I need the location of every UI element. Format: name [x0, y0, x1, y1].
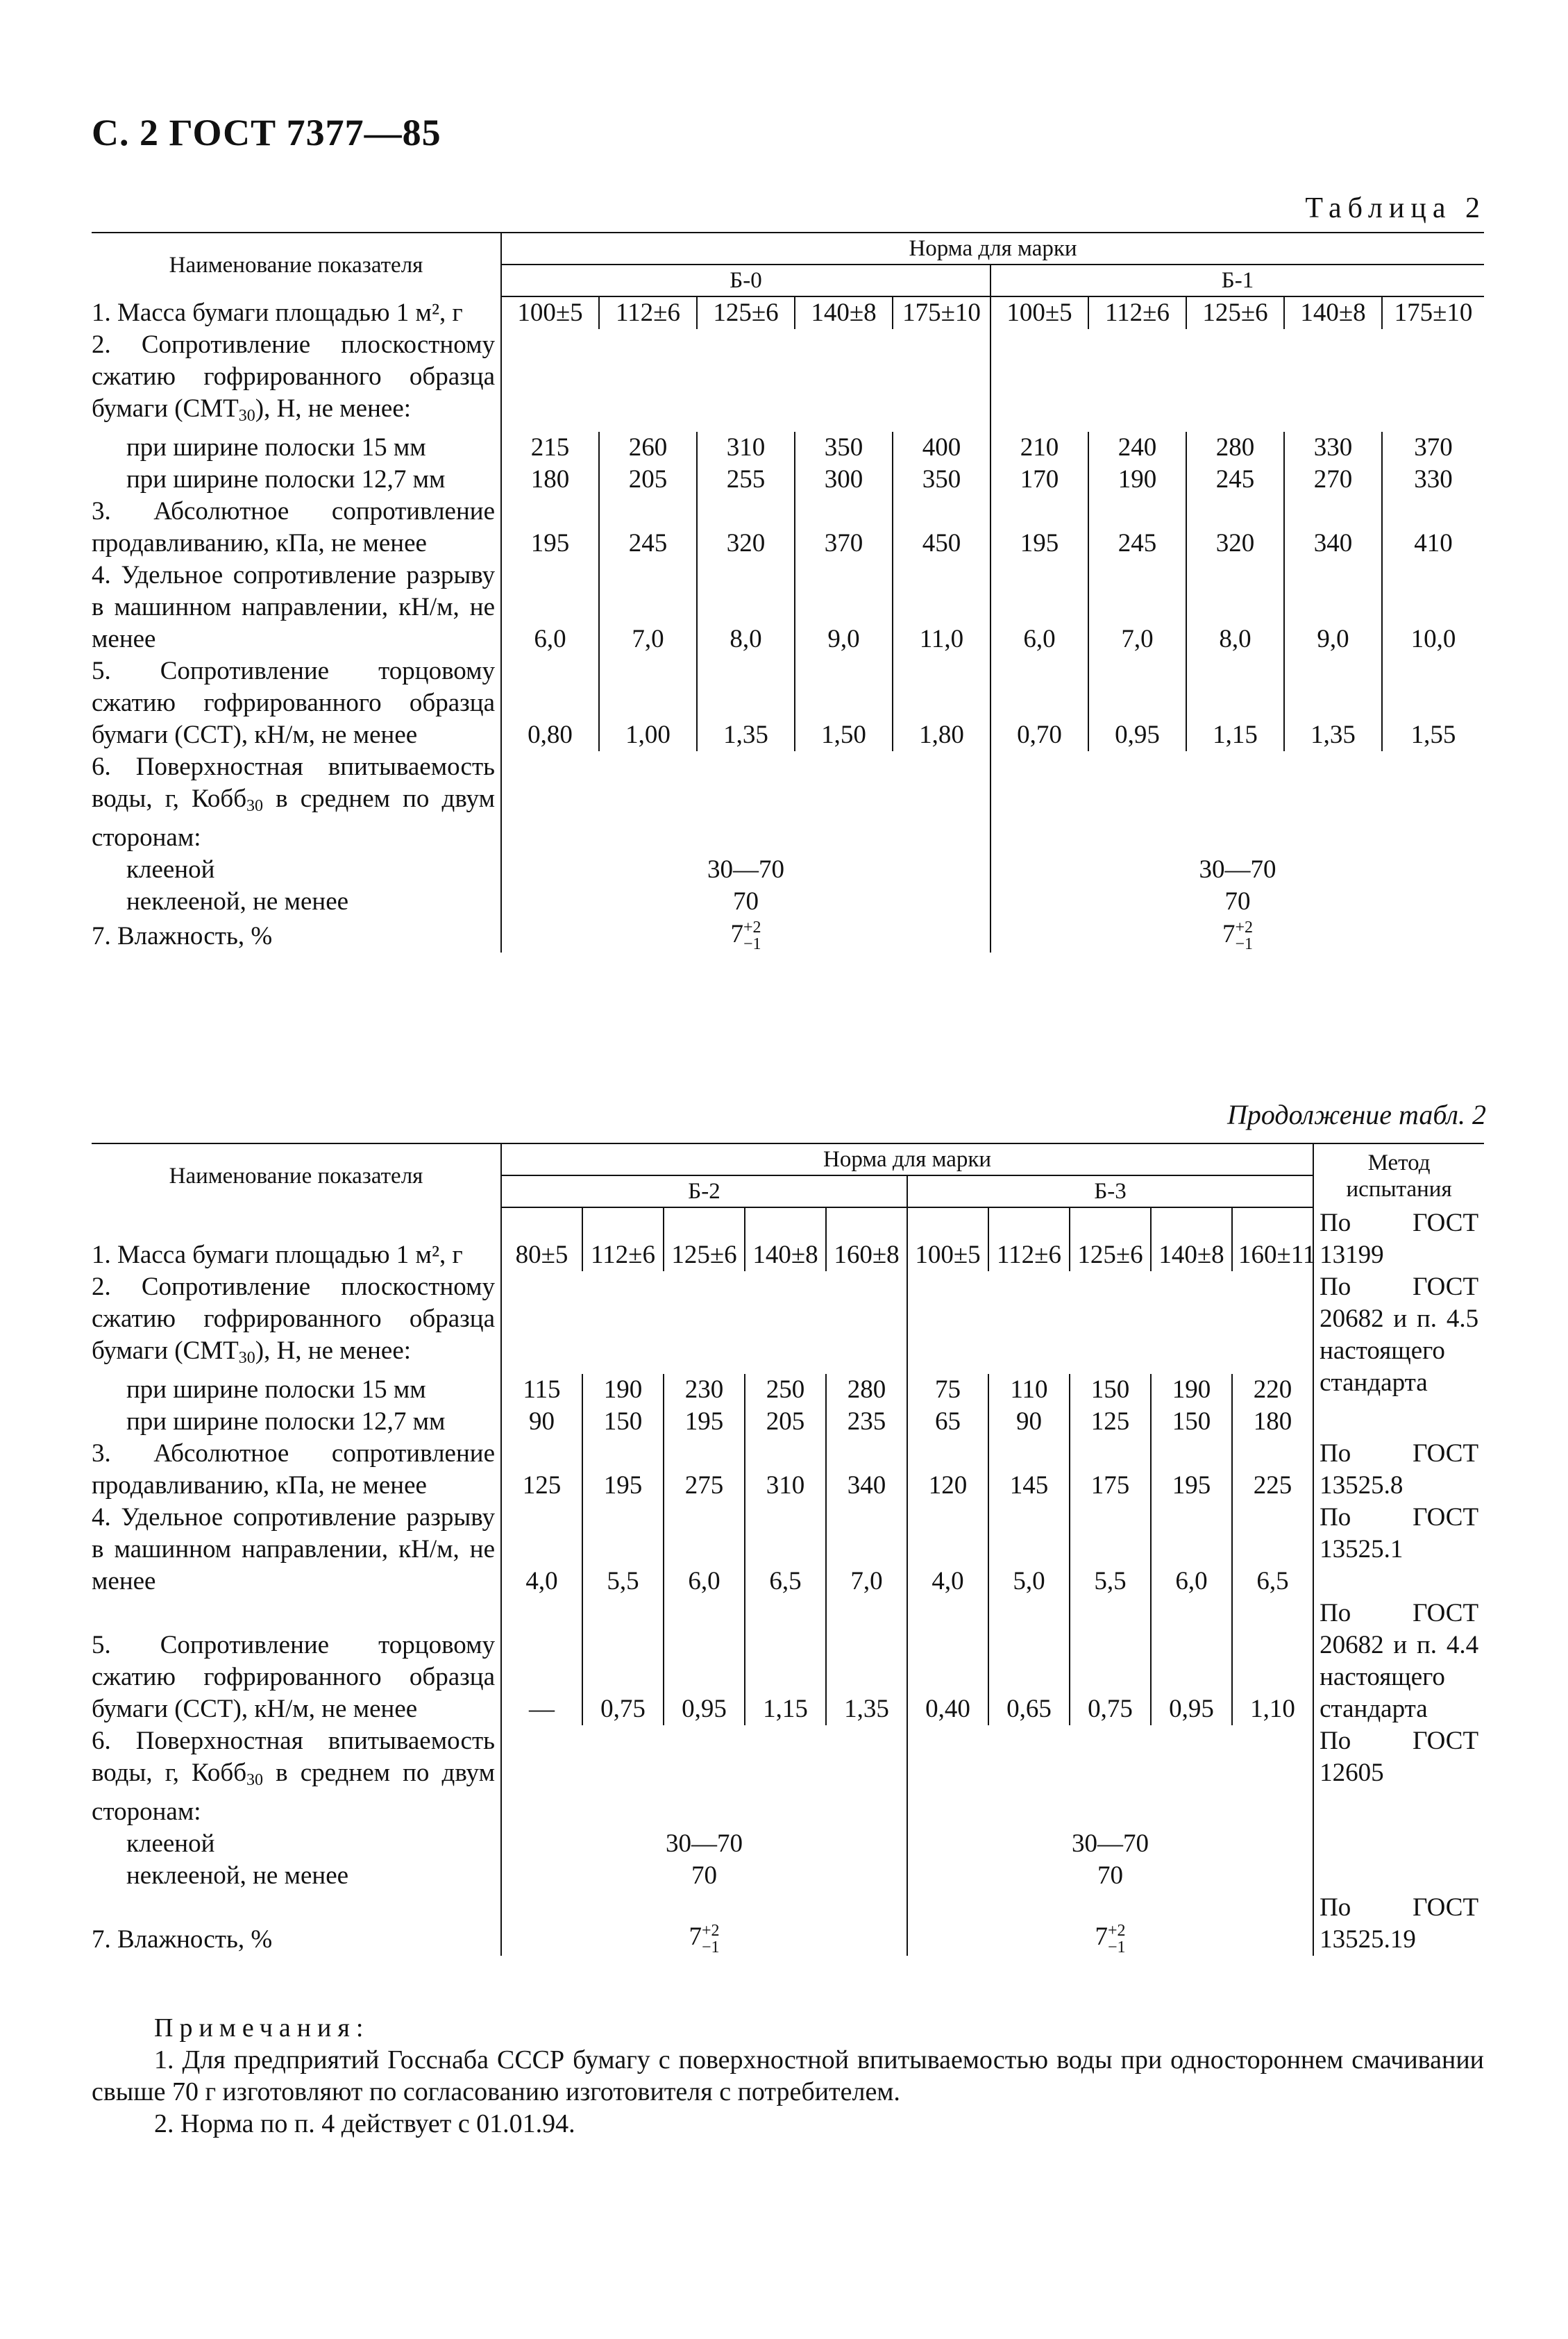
value-cell: 190: [582, 1374, 664, 1406]
row-name-part1: 6. Поверхностная впитываемость воды, г, Кобб: [92, 753, 495, 813]
value-cell: 0,65: [988, 1598, 1070, 1725]
table-row: [92, 918, 1484, 953]
value-cell: 300: [795, 464, 893, 496]
row-name-subscript: 30: [238, 1349, 255, 1367]
value-cell: 5,5: [1070, 1502, 1151, 1598]
value-cell: 210: [990, 432, 1088, 464]
value-cell: 0,80: [501, 655, 599, 751]
value-cell: 0,95: [664, 1598, 745, 1725]
humidity-base: 7: [1222, 919, 1236, 948]
value-cell: 250: [745, 1374, 826, 1406]
table-row: [92, 1406, 1484, 1438]
value-cell: 5,5: [582, 1502, 664, 1598]
empty-cell: [501, 329, 990, 432]
table-body: [92, 296, 1484, 953]
row-name-part2: ), Н, не менее:: [255, 1336, 412, 1365]
table-row: [92, 432, 1484, 464]
value-cell: 195: [664, 1406, 745, 1438]
humidity-expression: [1095, 1921, 1126, 1956]
row-name: 1. Масса бумаги площадью 1 м², г: [92, 1207, 501, 1271]
value-cell: 255: [697, 464, 795, 496]
row-name: 5. Сопротивление торцовому сжатию гофрированного образца бумаги (ССТ), кН/м, не менее: [92, 1598, 501, 1725]
value-cell: 280: [1186, 432, 1284, 464]
value-cell: 1,50: [795, 655, 893, 751]
humidity-value: [501, 918, 990, 953]
humidity-tolerance-minus: −1: [743, 935, 761, 954]
value-cell: 275: [664, 1438, 745, 1502]
value-cell: 125±6: [1186, 296, 1284, 329]
value-cell: 230: [664, 1374, 745, 1406]
notes: [92, 2012, 1484, 2140]
row-name-subscript: 30: [238, 407, 255, 425]
humidity-base: 7: [689, 1922, 702, 1952]
table-2: [92, 232, 1484, 953]
table-row: [92, 854, 1484, 886]
table-row: [92, 1271, 1484, 1374]
value-cell: 7,0: [1088, 560, 1186, 655]
empty-cell: [990, 751, 1484, 854]
row-name: [92, 751, 501, 854]
value-cell: 215: [501, 432, 599, 464]
notes-title: Примечания:: [154, 2013, 370, 2043]
humidity-tolerance: [743, 919, 761, 953]
value-cell: 320: [1186, 496, 1284, 560]
value-cell: 260: [599, 432, 697, 464]
value-cell: 0,95: [1088, 655, 1186, 751]
value-cell: 75: [907, 1374, 988, 1406]
value-cell: 100±5: [907, 1207, 988, 1271]
value-cell: 8,0: [697, 560, 795, 655]
humidity-expression: [730, 919, 761, 953]
row-name-subscript: 30: [246, 797, 264, 815]
row-name: клееной: [92, 1828, 501, 1860]
row-name: 3. Абсолютное сопротивление продавливанию, кПа, не менее: [92, 496, 501, 560]
header-grade-b0: Б-0: [501, 265, 990, 296]
value-cell: 5,0: [988, 1502, 1070, 1598]
value-cell: 0,95: [1151, 1598, 1232, 1725]
merged-value-b: 30—70: [1199, 855, 1276, 884]
value-cell: 400: [893, 432, 990, 464]
value-cell: 170: [990, 464, 1088, 496]
value-cell: 245: [599, 496, 697, 560]
table-row: [92, 1892, 1484, 1956]
value-cell: 112±6: [988, 1207, 1070, 1271]
value-cell: 175±10: [1394, 299, 1473, 327]
value-cell: 0,40: [907, 1598, 988, 1725]
row-name: 7. Влажность, %: [92, 1892, 501, 1956]
value-cell: 125±6: [1070, 1207, 1151, 1271]
value-cell: 140±8: [1284, 296, 1382, 329]
value-cell: 340: [826, 1438, 907, 1502]
row-name-part2: ), Н, не менее:: [255, 394, 412, 423]
table-row: [92, 1438, 1484, 1502]
table-row: [92, 886, 1484, 918]
table-row: [92, 655, 1484, 751]
value-cell: 150: [1151, 1406, 1232, 1438]
humidity-tolerance: [1235, 919, 1253, 953]
table-row: [92, 1374, 1484, 1406]
value-cell: 100±5: [990, 296, 1088, 329]
value-cell: 350: [795, 432, 893, 464]
value-cell: 450: [893, 496, 990, 560]
merged-value-b: 70: [1097, 1861, 1124, 1890]
value-cell: 4,0: [501, 1502, 582, 1598]
value-cell: 330: [1284, 432, 1382, 464]
value-cell: 112±6: [582, 1207, 664, 1271]
humidity-tolerance-plus: +2: [1235, 919, 1254, 937]
value-cell: 110: [988, 1374, 1070, 1406]
header-indicator-name: Наименование показателя: [92, 1143, 501, 1207]
value-cell: 4,0: [907, 1502, 988, 1598]
value-cell: 140±8: [795, 296, 893, 329]
value-cell: 7,0: [826, 1502, 907, 1598]
humidity-base: 7: [1095, 1922, 1108, 1952]
value-cell: 1,00: [599, 655, 697, 751]
table-row: [92, 560, 1484, 655]
table-row: [92, 751, 1484, 854]
value-cell: 175: [1070, 1438, 1151, 1502]
table-row: [92, 496, 1484, 560]
header-norm: Норма для марки: [501, 233, 1484, 265]
note-2: 2. Норма по п. 4 действует с 01.01.94.: [154, 2109, 575, 2138]
value-cell: 125: [1070, 1406, 1151, 1438]
note-1: 1. Для предприятий Госснаба СССР бумагу с поверхностной впитываемостью воды при одностороннем смачивании свыше 70 г изготовляют по согласованию изготовителя с потребителем.: [92, 2045, 1484, 2106]
merged-value-b: 30—70: [1072, 1829, 1149, 1858]
merged-value-b: 70: [1224, 887, 1251, 916]
value-cell: 112±6: [1088, 296, 1186, 329]
value-cell: 145: [988, 1438, 1070, 1502]
humidity-value: [907, 1892, 1313, 1956]
row-name: [92, 1725, 501, 1828]
humidity-tolerance-minus: −1: [1235, 935, 1254, 954]
row-name: 3. Абсолютное сопротивление продавливанию, кПа, не менее: [92, 1438, 501, 1502]
humidity-base: 7: [730, 919, 743, 948]
table-row: [92, 464, 1484, 496]
row-name-part1: 2. Сопротивление плоскостному сжатию гофрированного образца бумаги (СМТ: [92, 330, 495, 423]
value-cell: —: [501, 1598, 582, 1725]
empty-cell: [501, 1725, 907, 1828]
value-cell: 9,0: [1284, 560, 1382, 655]
value-cell: 175±10: [893, 296, 990, 329]
value-cell: 100±5: [501, 296, 599, 329]
value-cell: 1,55: [1410, 721, 1456, 749]
value-cell: 205: [745, 1406, 826, 1438]
value-cell: 125: [501, 1438, 582, 1502]
value-cell: 245: [1186, 464, 1284, 496]
table-row: [92, 1828, 1484, 1860]
header-grade-b3: Б-3: [907, 1175, 1313, 1207]
value-cell: 310: [745, 1438, 826, 1502]
value-cell: 320: [697, 496, 795, 560]
value-cell: 6,0: [501, 560, 599, 655]
value-cell: 1,80: [893, 655, 990, 751]
value-cell: 6,5: [1256, 1567, 1289, 1595]
value-cell: 6,0: [1151, 1502, 1232, 1598]
table-label: Таблица 2: [1305, 192, 1486, 224]
row-name: 5. Сопротивление торцовому сжатию гофрированного образца бумаги (ССТ), кН/м, не менее: [92, 655, 501, 751]
method-cell: По ГОСТ 13525.19: [1313, 1892, 1484, 1956]
value-cell: 160±11: [1238, 1241, 1316, 1269]
value-cell: 112±6: [599, 296, 697, 329]
value-cell: 0,75: [1070, 1598, 1151, 1725]
table-row: [92, 1860, 1484, 1892]
value-cell: 310: [697, 432, 795, 464]
merged-value-a: 30—70: [501, 1828, 907, 1860]
value-cell: 340: [1284, 496, 1382, 560]
empty-cell: [501, 1271, 907, 1374]
row-name-part1: 6. Поверхностная впитываемость воды, г, Кобб: [92, 1727, 495, 1787]
value-cell: 10,0: [1410, 625, 1456, 653]
method-cell: По ГОСТ 12605: [1313, 1725, 1484, 1892]
value-cell: 6,5: [745, 1502, 826, 1598]
value-cell: 370: [795, 496, 893, 560]
value-cell: 245: [1088, 496, 1186, 560]
humidity-tolerance-plus: +2: [701, 1922, 720, 1940]
row-name: [92, 1271, 501, 1374]
value-cell: 7,0: [599, 560, 697, 655]
value-cell: 205: [599, 464, 697, 496]
humidity-tolerance-minus: −1: [701, 1938, 720, 1956]
humidity-tolerance: [1108, 1922, 1126, 1956]
humidity-tolerance-minus: −1: [1108, 1938, 1126, 1956]
method-cell: По ГОСТ 13525.8: [1313, 1438, 1484, 1502]
value-cell: 180: [1253, 1407, 1292, 1436]
value-cell: 180: [501, 464, 599, 496]
value-cell: 6,0: [990, 560, 1088, 655]
table-row: [92, 1502, 1484, 1598]
value-cell: 195: [990, 496, 1088, 560]
header-norm: Норма для марки: [501, 1143, 1313, 1175]
row-name-part2: в среднем по двум сторонам:: [92, 1759, 495, 1826]
value-cell: 1,15: [745, 1598, 826, 1725]
table-row: [92, 1598, 1484, 1725]
humidity-tolerance: [702, 1922, 720, 1956]
value-cell: 140±8: [1151, 1207, 1232, 1271]
value-cell: 370: [1414, 433, 1453, 462]
humidity-expression: [1222, 919, 1253, 953]
empty-cell: [501, 751, 990, 854]
value-cell: 1,15: [1186, 655, 1284, 751]
row-name: [92, 329, 501, 432]
value-cell: 115: [501, 1374, 582, 1406]
value-cell: 410: [1414, 529, 1453, 557]
value-cell: 330: [1414, 465, 1453, 494]
empty-cell: [907, 1725, 1313, 1828]
value-cell: 350: [893, 464, 990, 496]
table-body: [92, 1207, 1484, 1956]
row-name: при ширине полоски 12,7 мм: [92, 1406, 501, 1438]
value-cell: 1,35: [697, 655, 795, 751]
value-cell: 125±6: [697, 296, 795, 329]
value-cell: 195: [501, 496, 599, 560]
value-cell: 1,35: [826, 1598, 907, 1725]
value-cell: 190: [1088, 464, 1186, 496]
value-cell: 80±5: [501, 1207, 582, 1271]
value-cell: 1,35: [1284, 655, 1382, 751]
row-name: 4. Удельное сопротивление разрыву в машинном направлении, кН/м, не менее: [92, 560, 501, 655]
humidity-value: [501, 1892, 907, 1956]
merged-value-a: 30—70: [501, 854, 990, 886]
value-cell: 90: [988, 1406, 1070, 1438]
row-name: при ширине полоски 15 мм: [92, 1374, 501, 1406]
value-cell: 220: [1253, 1375, 1292, 1404]
value-cell: 125±6: [664, 1207, 745, 1271]
header-grade-b1: Б-1: [990, 265, 1484, 296]
value-cell: 65: [907, 1406, 988, 1438]
value-cell: 8,0: [1186, 560, 1284, 655]
humidity-tolerance-plus: +2: [743, 919, 761, 937]
table-row: [92, 1207, 1484, 1271]
table-row: [92, 296, 1484, 329]
row-name: 4. Удельное сопротивление разрыву в машинном направлении, кН/м, не менее: [92, 1502, 501, 1598]
page-header: С. 2 ГОСТ 7377—85: [92, 112, 441, 153]
value-cell: 150: [582, 1406, 664, 1438]
value-cell: 1,10: [1250, 1695, 1295, 1723]
row-name: 1. Масса бумаги площадью 1 м², г: [92, 296, 501, 329]
value-cell: 270: [1284, 464, 1382, 496]
row-name-part1: 2. Сопротивление плоскостному сжатию гофрированного образца бумаги (СМТ: [92, 1273, 495, 1365]
value-cell: 150: [1070, 1374, 1151, 1406]
value-cell: 11,0: [893, 560, 990, 655]
empty-cell: [907, 1271, 1313, 1374]
value-cell: 160±8: [826, 1207, 907, 1271]
value-cell: 120: [907, 1438, 988, 1502]
humidity-value: [990, 918, 1484, 953]
value-cell: 0,70: [990, 655, 1088, 751]
value-cell: 9,0: [795, 560, 893, 655]
method-cell: По ГОСТ 20682 и п. 4.5 настоящего стандарта: [1313, 1271, 1484, 1438]
value-cell: 240: [1088, 432, 1186, 464]
method-cell: По ГОСТ 20682 и п. 4.4 настоящего стандарта: [1313, 1598, 1484, 1725]
value-cell: 90: [501, 1406, 582, 1438]
empty-cell: [990, 329, 1484, 432]
value-cell: 6,0: [664, 1502, 745, 1598]
value-cell: 190: [1151, 1374, 1232, 1406]
merged-value-a: 70: [501, 886, 990, 918]
table-continuation-label: Продолжение табл. 2: [1226, 1099, 1486, 1130]
merged-value-a: 70: [501, 1860, 907, 1892]
value-cell: 140±8: [745, 1207, 826, 1271]
humidity-expression: [689, 1921, 719, 1956]
method-cell: По ГОСТ 13199: [1313, 1207, 1484, 1271]
row-name-part2: в среднем по двум сторонам:: [92, 785, 495, 852]
value-cell: 280: [826, 1374, 907, 1406]
table-row: [92, 1725, 1484, 1828]
method-cell: По ГОСТ 13525.1: [1313, 1502, 1484, 1598]
row-name: при ширине полоски 12,7 мм: [92, 464, 501, 496]
row-name: неклееной, не менее: [92, 886, 501, 918]
value-cell: 195: [582, 1438, 664, 1502]
table-row: [92, 329, 1484, 432]
row-name-subscript: 30: [246, 1771, 264, 1789]
header-indicator-name: Наименование показателя: [92, 233, 501, 296]
row-name: клееной: [92, 854, 501, 886]
header-grade-b2: Б-2: [501, 1175, 907, 1207]
row-name: 7. Влажность, %: [92, 918, 501, 953]
header-method: Метод испытания: [1313, 1143, 1484, 1207]
value-cell: 235: [826, 1406, 907, 1438]
value-cell: 225: [1253, 1471, 1292, 1500]
value-cell: 0,75: [582, 1598, 664, 1725]
table-2-continued: [92, 1143, 1484, 1956]
value-cell: 195: [1151, 1438, 1232, 1502]
humidity-tolerance-plus: +2: [1108, 1922, 1126, 1940]
row-name: при ширине полоски 15 мм: [92, 432, 501, 464]
row-name: неклееной, не менее: [92, 1860, 501, 1892]
